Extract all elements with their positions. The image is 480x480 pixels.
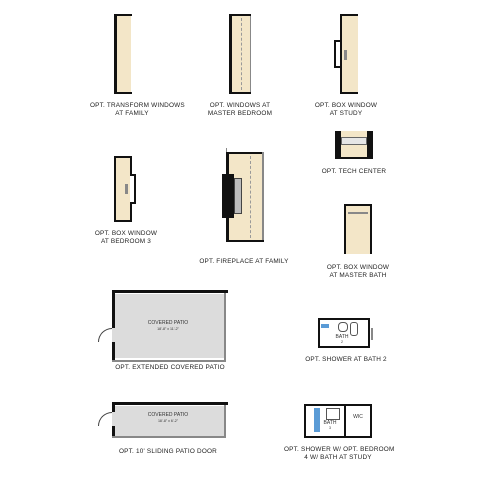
caption-shower-bath2: OPT. SHOWER AT BATH 2 xyxy=(305,356,387,363)
caption-windows-master: OPT. WINDOWS AT MASTER BEDROOM xyxy=(207,102,273,117)
wic-label: WIC xyxy=(353,414,363,420)
bath3-number: 3 xyxy=(329,426,331,430)
sliding-patio-name: COVERED PATIO xyxy=(147,412,189,418)
caption-extended-patio: OPT. EXTENDED COVERED PATIO xyxy=(115,364,225,371)
caption-shower-bedroom4: OPT. SHOWER W/ OPT. BEDROOM 4 W/ BATH AT STUDY xyxy=(284,446,395,461)
bath3-label: BATH xyxy=(323,420,337,426)
caption-fireplace: OPT. FIREPLACE AT FAMILY xyxy=(199,258,289,265)
shower-bath2-plan xyxy=(318,318,374,348)
extended-patio-plan xyxy=(98,290,228,362)
windows-master-plan xyxy=(229,14,251,94)
bath2-label: BATH xyxy=(335,334,349,340)
sliding-patio-dim: 18'-8" x 6'-2" xyxy=(157,419,179,423)
caption-sliding-door: OPT. 10' SLIDING PATIO DOOR xyxy=(119,448,217,455)
caption-box-window-study: OPT. BOX WINDOW AT STUDY xyxy=(314,102,378,117)
shower-bedroom4-plan xyxy=(304,404,372,438)
caption-box-window-master-bath: OPT. BOX WINDOW AT MASTER BATH xyxy=(326,264,390,279)
extended-patio-dim: 18'-8" x 11'-2" xyxy=(157,327,179,331)
caption-box-window-bedroom3: OPT. BOX WINDOW AT BEDROOM 3 xyxy=(94,230,158,245)
sliding-door-plan xyxy=(98,402,228,438)
box-window-bedroom3-plan xyxy=(114,156,136,222)
box-window-study-plan xyxy=(334,14,358,94)
fireplace-plan xyxy=(222,148,264,246)
bath2-number: 2 xyxy=(341,340,343,344)
tech-center-plan xyxy=(335,131,373,159)
caption-transform-windows: OPT. TRANSFORM WINDOWS AT FAMILY xyxy=(90,102,185,117)
extended-patio-name: COVERED PATIO xyxy=(147,320,189,326)
caption-tech-center: OPT. TECH CENTER xyxy=(321,168,387,175)
box-window-master-bath-plan xyxy=(344,204,372,254)
transform-windows-plan xyxy=(114,14,132,94)
